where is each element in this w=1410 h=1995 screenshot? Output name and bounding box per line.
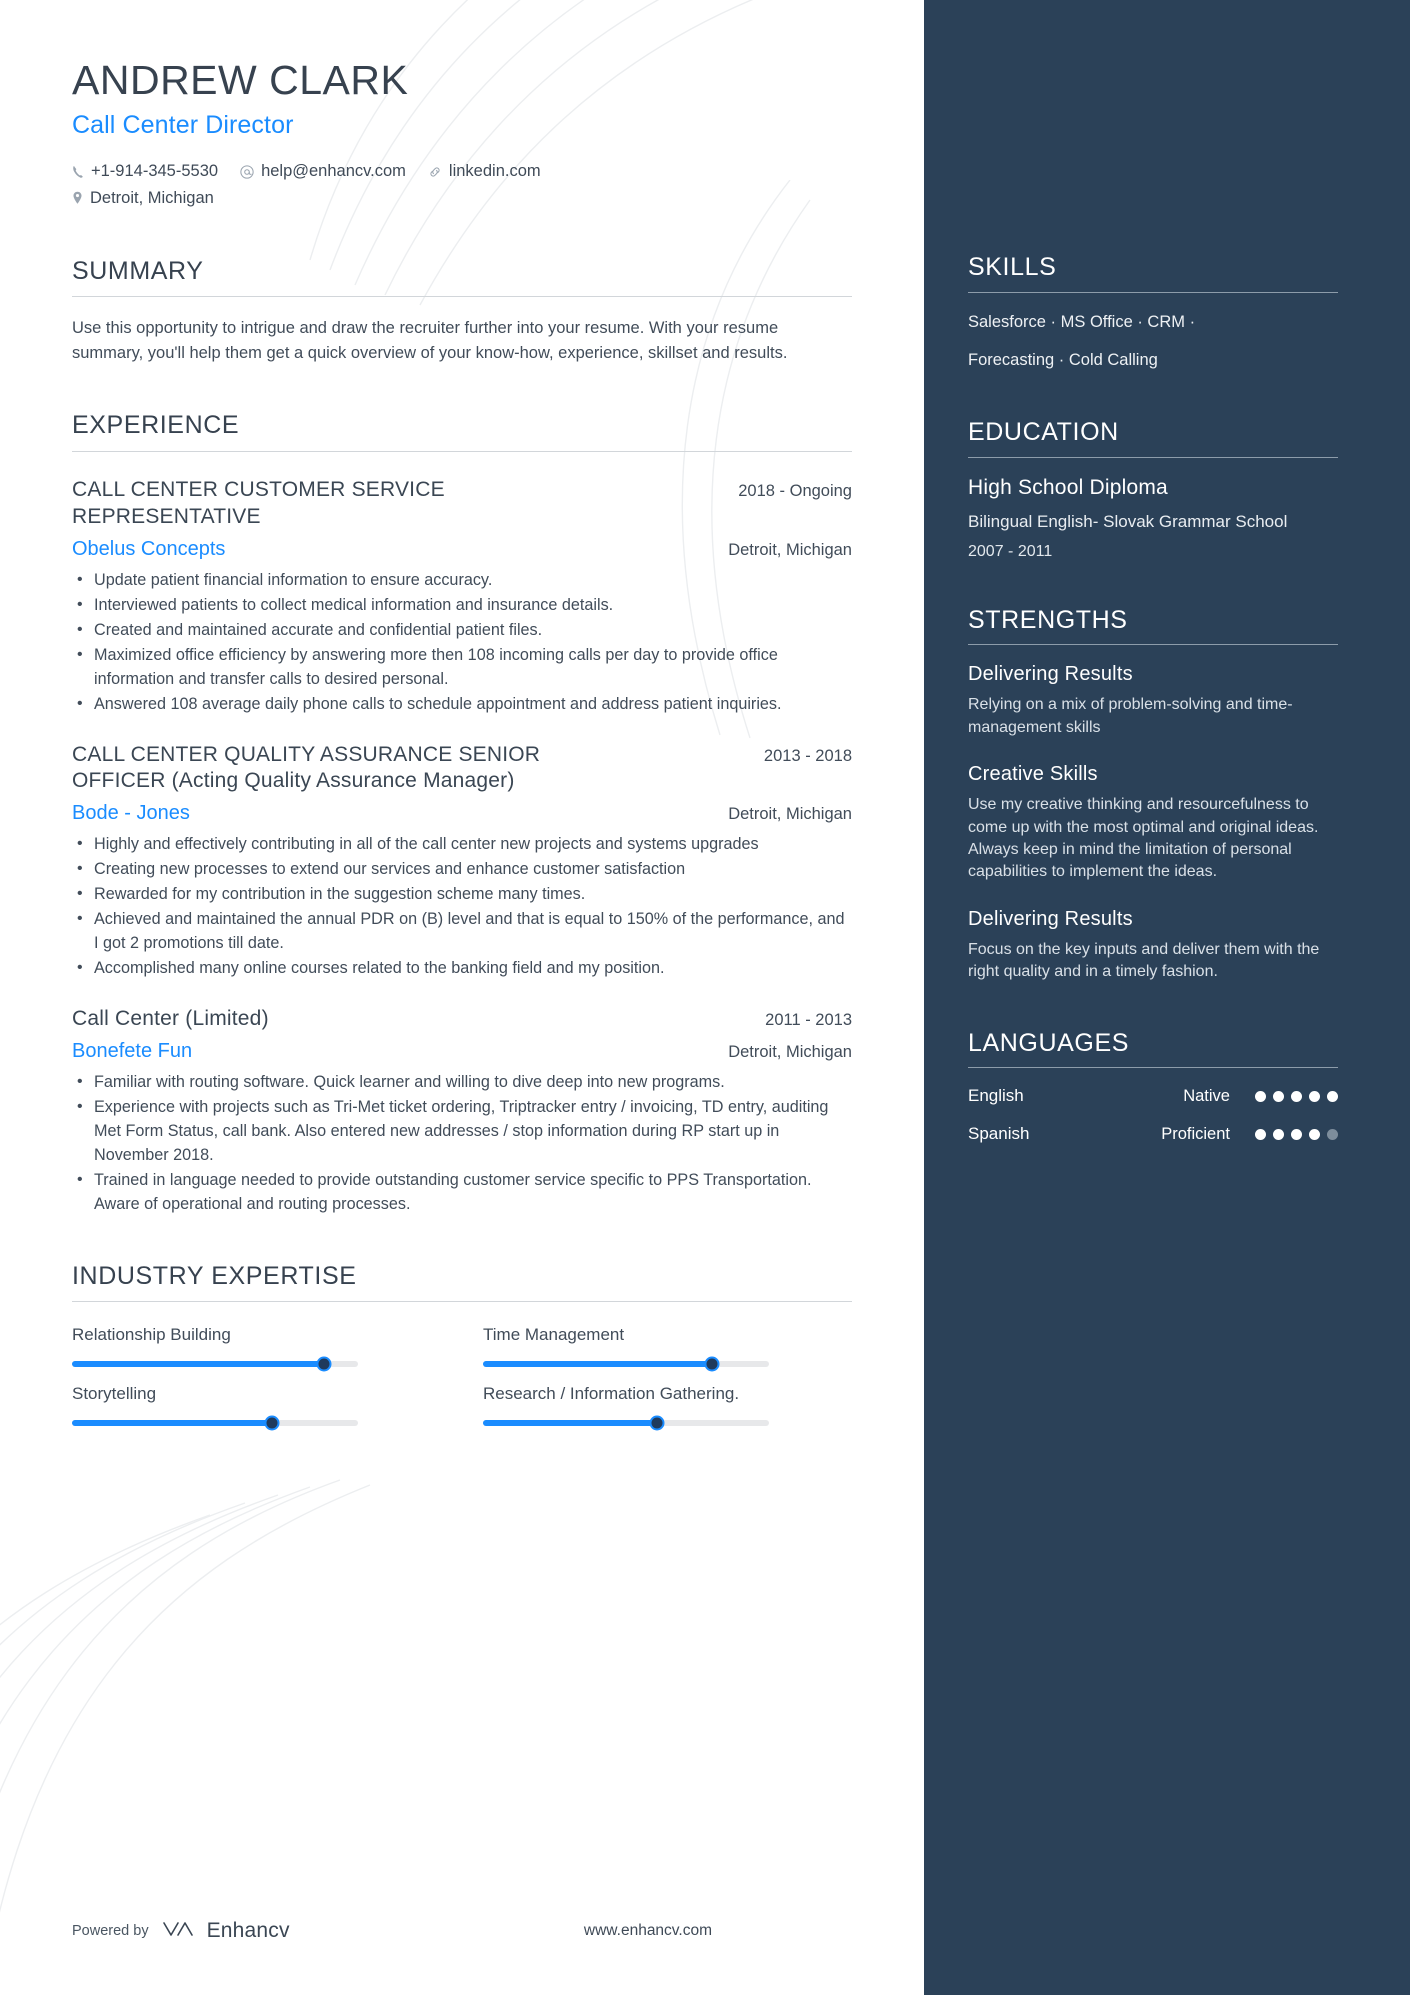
expertise-item — [483, 1324, 852, 1373]
strengths-heading: STRENGTHS — [968, 605, 1128, 634]
expertise-slider[interactable] — [72, 1420, 358, 1426]
list-item: • Experience with projects such as Tri-Met ticket ordering, Triptracker entry / invoicing, TD entry, auditing Met Form Status, call bank. Also entered new addresses / stop information during RP start up in November 2018. — [72, 1096, 852, 1168]
experience-bullet-list — [72, 569, 852, 717]
experience-item-header — [72, 1006, 852, 1033]
language-row — [968, 1086, 1338, 1106]
experience-location: Detroit, Michigan — [728, 1042, 852, 1061]
link-icon — [428, 165, 442, 179]
contact-details — [72, 158, 852, 211]
contact-row-primary — [72, 158, 852, 185]
expertise-slider-knob[interactable] — [265, 1416, 280, 1431]
summary-heading: SUMMARY — [72, 256, 204, 285]
expertise-label: Storytelling — [72, 1384, 157, 1404]
list-item: • Familiar with routing software. Quick learner and willing to dive deep into new programs. — [72, 1071, 852, 1095]
experience-company[interactable]: Obelus Concepts — [72, 537, 226, 560]
list-item: • Accomplished many online courses related to the banking field and my position. — [72, 957, 852, 981]
list-item: • Created and maintained accurate and confidential patient files. — [72, 619, 852, 643]
expertise-slider-knob[interactable] — [650, 1416, 665, 1431]
education-dates: 2007 - 2011 — [968, 542, 1053, 560]
rating-dot — [1291, 1091, 1302, 1102]
expertise-label: Time Management — [483, 1325, 625, 1345]
rating-dot — [1291, 1129, 1302, 1140]
experience-role: Call Center (Limited) — [72, 1007, 269, 1031]
experience-item-header — [72, 477, 852, 531]
rating-dot — [1255, 1129, 1266, 1140]
experience-item-header — [72, 742, 852, 796]
location-icon — [72, 191, 83, 205]
list-item: • Achieved and maintained the annual PDR on (B) level and that is equal to 150% of the performance, and I got 2 promotions till date. — [72, 908, 852, 956]
experience-divider — [72, 451, 852, 452]
list-item: • Rewarded for my contribution in the suggestion scheme many times. — [72, 883, 852, 907]
expertise-slider-fill — [72, 1420, 272, 1426]
list-item: • Update patient financial information to ensure accuracy. — [72, 569, 852, 593]
rating-dot — [1309, 1129, 1320, 1140]
language-level: Native — [1183, 1086, 1230, 1105]
education-heading: EDUCATION — [968, 418, 1119, 447]
experience-item-subheader — [72, 538, 852, 561]
language-name: Spanish — [968, 1124, 1030, 1144]
strength-item — [968, 908, 1338, 984]
website-url[interactable]: www.enhancv.com — [583, 1922, 712, 1939]
list-item: • Interviewed patients to collect medical information and insurance details. — [72, 594, 852, 618]
skills-line: Forecasting · Cold Calling — [968, 351, 1158, 370]
skills-section — [968, 254, 1338, 373]
list-item: • Maximized office efficiency by answering more then 108 incoming calls per day to provide office information and transfer calls to desired personal. — [72, 644, 852, 692]
rating-dot — [1309, 1091, 1320, 1102]
powered-by-label: Powered by — [72, 1923, 149, 1939]
strength-title: Creative Skills — [968, 763, 1098, 786]
expertise-slider-grid — [72, 1324, 852, 1432]
experience-item — [72, 1006, 852, 1217]
experience-item — [72, 742, 852, 982]
email-icon — [240, 165, 254, 179]
job-title: Call Center Director — [72, 111, 294, 140]
languages-divider — [968, 1067, 1338, 1068]
experience-company[interactable]: Bode - Jones — [72, 802, 190, 825]
contact-phone[interactable] — [72, 158, 218, 185]
expertise-slider-knob[interactable] — [704, 1357, 719, 1372]
strengths-divider — [968, 644, 1338, 645]
strength-item — [968, 663, 1338, 739]
experience-item-subheader — [72, 802, 852, 825]
contact-row-secondary — [72, 185, 852, 212]
list-item: • Highly and effectively contributing in all of the call center new projects and systems upgrades — [72, 833, 852, 857]
summary-divider — [72, 296, 852, 297]
skills-body — [968, 311, 1338, 374]
expertise-label: Research / Information Gathering. — [483, 1384, 740, 1404]
strength-title: Delivering Results — [968, 663, 1133, 686]
strength-description: Focus on the key inputs and deliver them with the right quality and in a timely fashion. — [968, 940, 1320, 981]
language-rating-dots — [1246, 1129, 1338, 1140]
industry-expertise-heading: INDUSTRY EXPERTISE — [72, 1261, 357, 1290]
experience-dates: 2013 - 2018 — [763, 746, 852, 765]
education-school: Bilingual English- Slovak Grammar School — [968, 511, 1288, 531]
expertise-slider-fill — [72, 1361, 324, 1367]
summary-text: Use this opportunity to intrigue and draw the recruiter further into your resume. With your resume summary, you'll help them get a quick overview of your know-how, experience, skillset and results. — [72, 319, 788, 363]
expertise-slider[interactable] — [483, 1420, 769, 1426]
experience-company[interactable]: Bonefete Fun — [72, 1039, 193, 1062]
expertise-item — [72, 1383, 441, 1432]
expertise-item — [72, 1324, 441, 1373]
contact-location — [72, 185, 214, 212]
expertise-slider[interactable] — [72, 1361, 358, 1367]
expertise-slider-fill — [483, 1420, 657, 1426]
strengths-section — [968, 607, 1338, 984]
expertise-slider-fill — [483, 1361, 712, 1367]
sidebar — [924, 0, 1410, 1995]
industry-expertise-section — [72, 1263, 852, 1433]
experience-role: CALL CENTER QUALITY ASSURANCE SENIOR OFFICER (Acting Quality Assurance Manager) — [72, 742, 541, 793]
rating-dot — [1255, 1091, 1266, 1102]
experience-role: CALL CENTER CUSTOMER SERVICE REPRESENTATIVE — [72, 477, 445, 528]
strength-description: Relying on a mix of problem-solving and time-management skills — [968, 696, 1293, 736]
rating-dot — [1327, 1129, 1338, 1140]
page-title: ANDREW CLARK — [72, 57, 409, 103]
experience-dates: 2018 - Ongoing — [738, 481, 852, 500]
skills-heading: SKILLS — [968, 253, 1057, 281]
language-level: Proficient — [1161, 1124, 1230, 1143]
experience-item-subheader — [72, 1040, 852, 1063]
expertise-slider-knob[interactable] — [316, 1357, 331, 1372]
industry-expertise-divider — [72, 1301, 852, 1302]
language-rating-dots — [1246, 1091, 1338, 1102]
contact-email-text: help@enhancv.com — [261, 162, 406, 181]
expertise-slider[interactable] — [483, 1361, 769, 1367]
rating-dot — [1327, 1091, 1338, 1102]
education-degree: High School Diploma — [968, 475, 1168, 499]
expertise-item — [483, 1383, 852, 1432]
experience-section — [72, 412, 852, 1216]
experience-location: Detroit, Michigan — [728, 805, 852, 824]
experience-item — [72, 477, 852, 717]
contact-phone-text: +1-914-345-5530 — [91, 162, 219, 181]
rating-dot — [1273, 1091, 1284, 1102]
phone-icon — [72, 165, 84, 179]
list-item: • Trained in language needed to provide outstanding customer service specific to PPS Transportation. Aware of operational and routing processes. — [72, 1169, 852, 1217]
experience-bullet-list — [72, 1071, 852, 1217]
experience-heading: EXPERIENCE — [72, 411, 240, 440]
experience-location: Detroit, Michigan — [728, 540, 852, 559]
strengths-body — [968, 663, 1338, 983]
contact-linkedin-text: linkedin.com — [448, 162, 541, 181]
education-divider — [968, 457, 1338, 458]
languages-body — [968, 1086, 1338, 1144]
expertise-label: Relationship Building — [72, 1325, 231, 1345]
page-footer — [72, 1919, 712, 1943]
list-item: • Answered 108 average daily phone calls to schedule appointment and address patient inquiries. — [72, 693, 852, 717]
education-section — [968, 419, 1338, 561]
language-row — [968, 1124, 1338, 1144]
contact-email[interactable] — [240, 158, 406, 185]
enhancv-logo-icon — [161, 1919, 195, 1943]
experience-bullet-list — [72, 833, 852, 981]
rating-dot — [1273, 1129, 1284, 1140]
list-item: • Creating new processes to extend our services and enhance customer satisfaction — [72, 858, 852, 882]
languages-heading: LANGUAGES — [968, 1028, 1130, 1057]
skills-divider — [968, 292, 1338, 293]
contact-location-text: Detroit, Michigan — [90, 189, 214, 208]
contact-linkedin[interactable] — [428, 158, 541, 185]
education-body — [968, 476, 1338, 561]
experience-dates: 2011 - 2013 — [765, 1011, 852, 1030]
languages-section — [968, 1030, 1338, 1145]
strength-description: Use my creative thinking and resourcefulness to come up with the most optimal and original ideas. Always keep in mind the limitation of personal capabilities to implement the ideas. — [968, 796, 1319, 881]
summary-section — [72, 258, 852, 367]
skills-line: Salesforce · MS Office · CRM · — [968, 312, 1196, 331]
strength-item — [968, 763, 1338, 884]
strength-title: Delivering Results — [968, 907, 1133, 930]
powered-by-block — [72, 1919, 290, 1943]
language-name: English — [968, 1086, 1024, 1106]
brand-name: Enhancv — [206, 1919, 290, 1942]
